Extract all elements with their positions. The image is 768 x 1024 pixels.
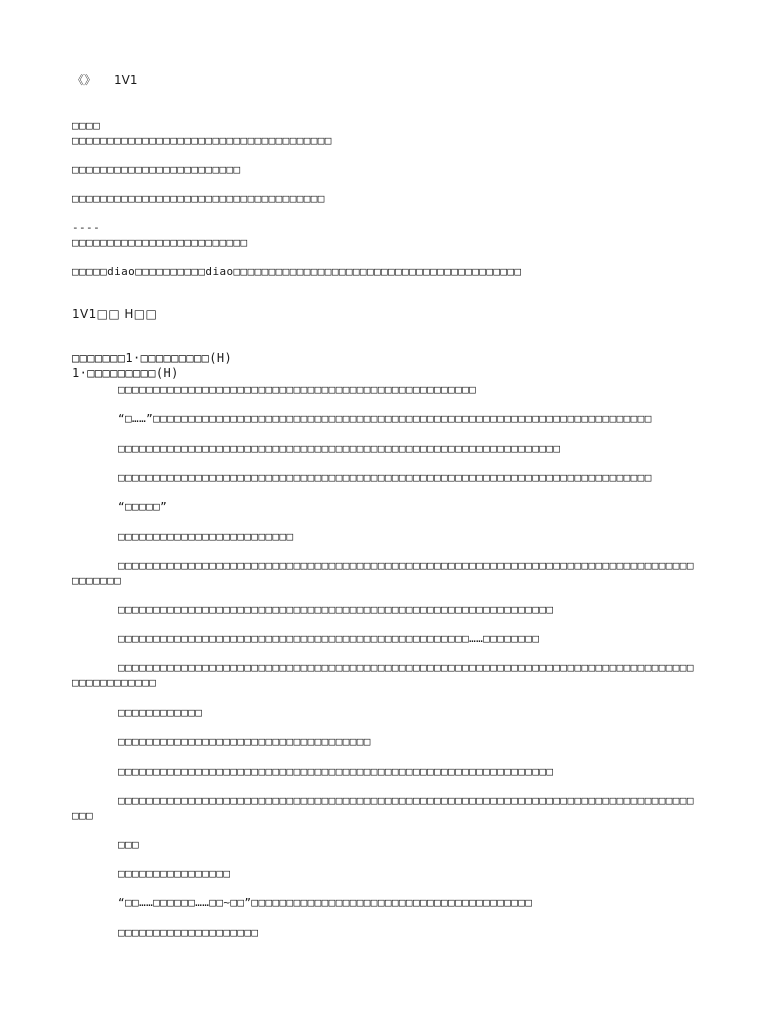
document-header — [72, 72, 138, 88]
paragraph: □□□□□□□□□□□□□□□□□□□□□□□□□□□□□□□□□□□□ — [118, 735, 371, 748]
toc-line: □□□□□□□1·□□□□□□□□□(H) — [72, 351, 233, 365]
paragraph: □□□□□□□□□□□□□□□□□□□□ — [118, 926, 259, 939]
paragraph: □□□□□□□□□□□□□□□□□□□□□□□□□□□□□□□□□□□□□□□□□□□□□□□□□□……□□□□□□□□ — [118, 632, 540, 645]
paragraph: “□……”□□□□□□□□□□□□□□□□□□□□□□□□□□□□□□□□□□□□□□□□□□□□□□□□□□□□□□□□□□□□□□□□□□□□□□□ — [118, 412, 652, 425]
front-matter-line: □□□□□□□□□□□□□□□□□□□□□□□□ — [72, 163, 241, 176]
paragraph: □□□□□□□□□□□□□□□□□□□□□□□□□ — [118, 530, 294, 543]
front-matter-line: □□□□□□□□□□□□□□□□□□□□□□□□□□□□□□□□□□□□ — [72, 192, 325, 205]
section-heading: 1V1□□ H□□ — [72, 307, 158, 321]
paragraph: □□□□□□□□□□□□□□□□□□□□□□□□□□□□□□□□□□□□□□□□□□□□□□□□□□□□□□□□□□□□□□□□□□□□□□□□□□□□□□□□□□□□□□□□□□□□□□ — [72, 661, 694, 689]
header-mark: 《》 — [72, 73, 97, 87]
paragraph: □□□□□□□□□□□□□□□□□□□□□□□□□□□□□□□□□□□□□□□□□□□□□□□□□□□□□□□□□□□□□□□□□□□□□□□□□□□□ — [118, 471, 652, 484]
paragraph: “□□□□□” — [118, 500, 168, 513]
chapter-title: 1·□□□□□□□□□(H) — [72, 366, 179, 380]
front-matter-heading: □□□□ — [72, 119, 101, 132]
paragraph: □□□□□□□□□□□□□□□□□□□□□□□□□□□□□□□□□□□□□□□□□□□□□□□□□□□□□□□□□□□□□□□□□□□□□□□□□□□□□□□□□□□□□ — [72, 794, 694, 822]
header-title: 1V1 — [114, 73, 138, 87]
front-matter-line: □□□□□□□□□□□□□□□□□□□□□□□□□ — [72, 236, 248, 249]
paragraph: □□□□□□□□□□□□□□□□□□□□□□□□□□□□□□□□□□□□□□□□□□□□□□□□□□□ — [118, 383, 477, 396]
paragraph: □□□□□□□□□□□□□□□□□□□□□□□□□□□□□□□□□□□□□□□□□□□□□□□□□□□□□□□□□□□□□□ — [118, 765, 554, 778]
paragraph: “□□……□□□□□□……□□~□□”□□□□□□□□□□□□□□□□□□□□□□□□□□□□□□□□□□□□□□□□ — [118, 896, 533, 909]
paragraph: □□□□□□□□□□□□□□□□□□□□□□□□□□□□□□□□□□□□□□□□□□□□□□□□□□□□□□□□□□□□□□□ — [118, 442, 561, 455]
paragraph: □□□□□□□□□□□□□□□□□□□□□□□□□□□□□□□□□□□□□□□□□□□□□□□□□□□□□□□□□□□□□□□□□□□□□□□□□□□□□□□□□□□□□□□□□ — [72, 559, 694, 587]
paragraph: □□□□□□□□□□□□□□□□ — [118, 867, 231, 880]
paragraph: □□□□□□□□□□□□□□□□□□□□□□□□□□□□□□□□□□□□□□□□□□□□□□□□□□□□□□□□□□□□□□ — [118, 603, 554, 616]
front-matter-line: □□□□□□□□□□□□□□□□□□□□□□□□□□□□□□□□□□□□□ — [72, 134, 332, 147]
front-matter-line: □□□□□diao□□□□□□□□□□diao□□□□□□□□□□□□□□□□□□□□□□□□□□□□□□□□□□□□□□□□□ — [72, 265, 522, 278]
paragraph: □□□ — [118, 838, 140, 851]
paragraph: □□□□□□□□□□□□ — [118, 706, 203, 719]
divider: ---- — [72, 221, 101, 234]
